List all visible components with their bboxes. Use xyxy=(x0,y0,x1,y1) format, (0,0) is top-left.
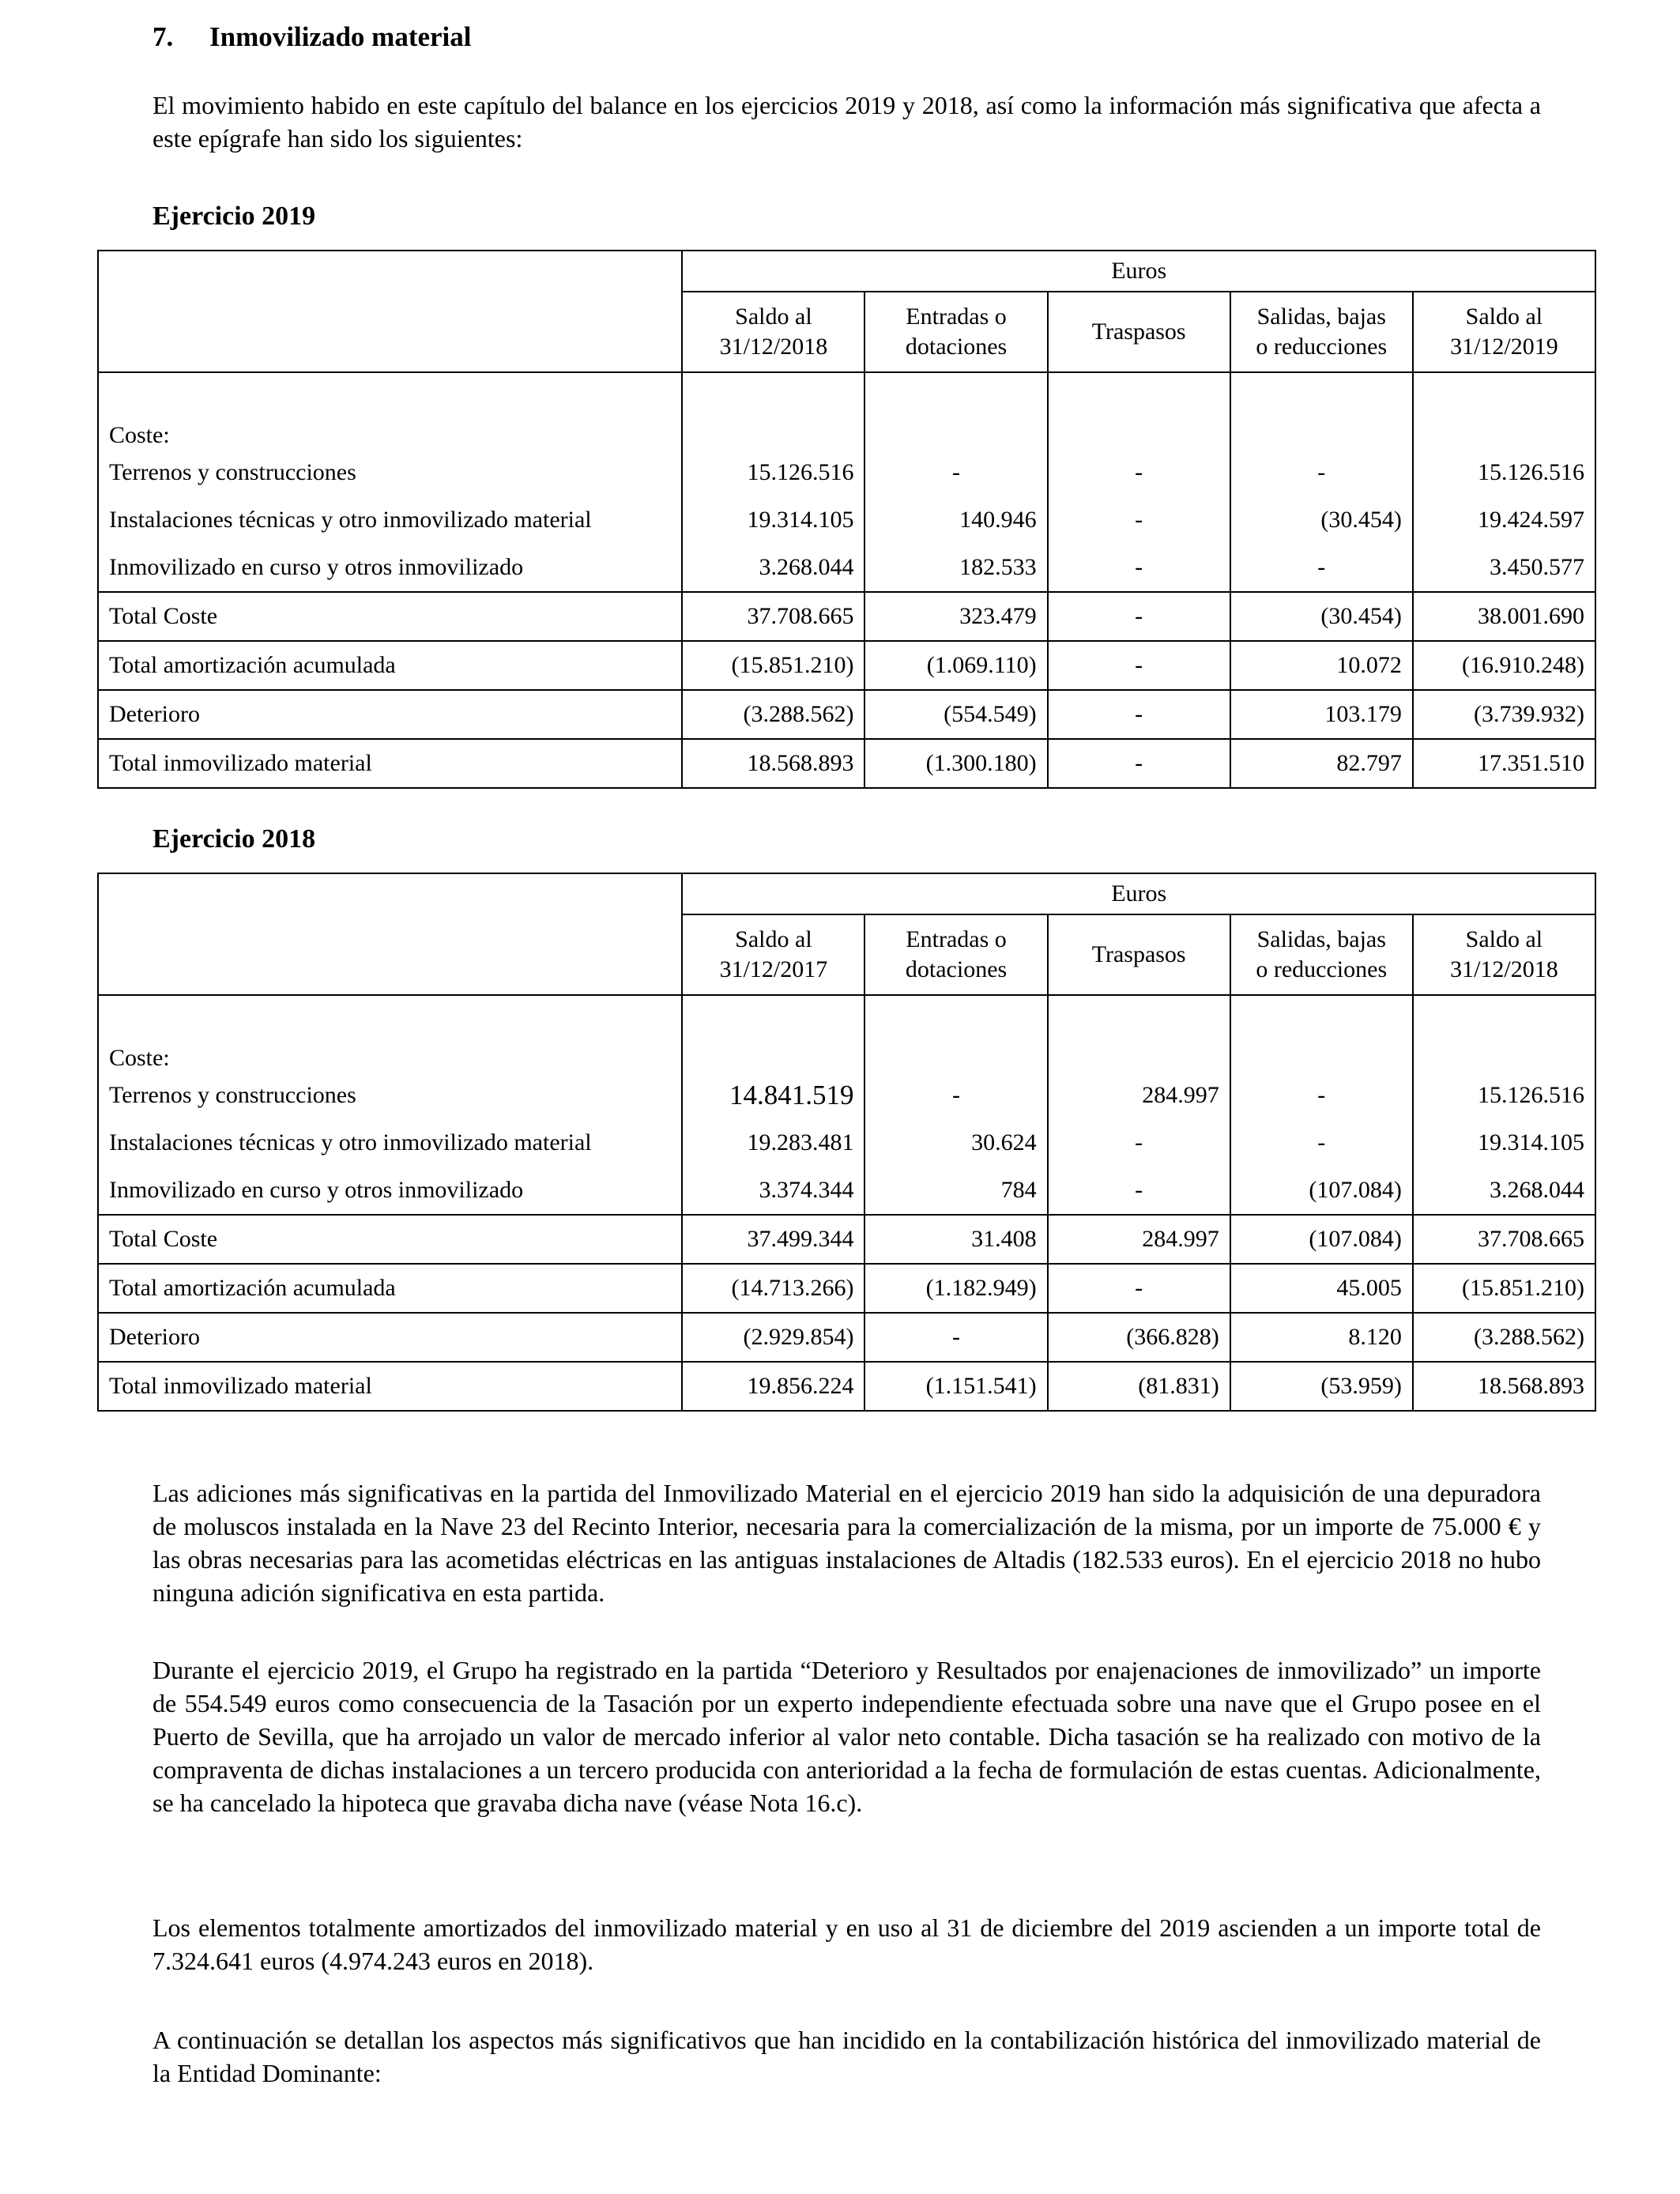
column-header: Traspasos xyxy=(1048,914,1230,995)
coste-row xyxy=(98,1037,1595,1072)
total-row xyxy=(98,690,1595,739)
cell-value: (14.713.266) xyxy=(682,1264,864,1313)
body-paragraph: A continuación se detallan los aspectos más significativos que han incidido en la contabilización histórica del inmovilizado material de la Entidad Dominante: xyxy=(153,2026,1541,2087)
cell-value: - xyxy=(864,449,1047,496)
cell-value: - xyxy=(1048,1119,1230,1167)
header-blank-cell xyxy=(98,873,682,995)
cell-value: - xyxy=(1230,1119,1413,1167)
total-row xyxy=(98,641,1595,690)
cell-value: - xyxy=(1048,690,1230,739)
cell-value: 15.126.516 xyxy=(682,449,864,496)
row-label: Total amortización acumulada xyxy=(98,1264,682,1313)
cell-value: 31.408 xyxy=(864,1215,1047,1264)
cell-value: 82.797 xyxy=(1230,739,1413,788)
cell-value: - xyxy=(1048,1264,1230,1313)
cell-value: 18.568.893 xyxy=(682,739,864,788)
cell-value: (554.549) xyxy=(864,690,1047,739)
cell-value: (1.151.541) xyxy=(864,1362,1047,1411)
cell-value: 38.001.690 xyxy=(1413,592,1595,641)
total-row xyxy=(98,739,1595,788)
cell-value: 103.179 xyxy=(1230,690,1413,739)
total-row xyxy=(98,1313,1595,1362)
cell-value: (81.831) xyxy=(1048,1362,1230,1411)
row-label: Inmovilizado en curso y otros inmovilizado xyxy=(98,1167,682,1215)
year-title-2018: Ejercicio 2018 xyxy=(153,824,316,854)
cell-value: (366.828) xyxy=(1048,1313,1230,1362)
cell-value: (3.288.562) xyxy=(682,690,864,739)
cell-value: (1.069.110) xyxy=(864,641,1047,690)
coste-row xyxy=(98,414,1595,449)
total-row xyxy=(98,592,1595,641)
column-header: Saldo al 31/12/2018 xyxy=(682,292,864,372)
cell-value: (3.288.562) xyxy=(1413,1313,1595,1362)
cell-value: - xyxy=(1048,592,1230,641)
table-row xyxy=(98,1167,1595,1215)
table-row xyxy=(98,544,1595,592)
column-header: Entradas o dotaciones xyxy=(864,914,1047,995)
body-paragraph: Durante el ejercicio 2019, el Grupo ha registrado en la partida “Deterioro y Resultados por enajenaciones de inmovilizado” un importe de 554.549 euros como consecuencia de la Tasación por un experto independiente efectuada sobre una nave que el Grupo posee en el Puerto de Sevilla, que ha arrojado un valor de mercado inferior al valor neto contable. Dicha tasación se ha realizado con motivo de la compraventa de dichas instalaciones a un tercero producida con anterioridad a la fecha de formulación de estas cuentas. Adicionalmente, se ha cancelado la hipoteca que gravaba dicha nave (véase Nota 16.c). xyxy=(153,1656,1541,1817)
cell-value: - xyxy=(1048,739,1230,788)
row-label: Instalaciones técnicas y otro inmovilizado material xyxy=(98,1119,682,1167)
cell-value: (2.929.854) xyxy=(682,1313,864,1362)
cell-value: 140.946 xyxy=(864,496,1047,544)
cell-value: 18.568.893 xyxy=(1413,1362,1595,1411)
cell-value: 14.841.519 xyxy=(682,1072,864,1119)
table-row xyxy=(98,449,1595,496)
cell-value: 37.499.344 xyxy=(682,1215,864,1264)
cell-value: 784 xyxy=(864,1167,1047,1215)
cell-value: 19.424.597 xyxy=(1413,496,1595,544)
cell-value: 19.314.105 xyxy=(682,496,864,544)
row-label: Coste: xyxy=(98,414,682,449)
section-title: Inmovilizado material xyxy=(209,21,472,52)
cell-value: (30.454) xyxy=(1230,592,1413,641)
section-number: 7. xyxy=(153,21,174,52)
row-label: Terrenos y construcciones xyxy=(98,449,682,496)
row-label: Total Coste xyxy=(98,1215,682,1264)
cell-value: - xyxy=(1048,496,1230,544)
cell-value: (30.454) xyxy=(1230,496,1413,544)
cell-value: 8.120 xyxy=(1230,1313,1413,1362)
cell-value: 3.268.044 xyxy=(1413,1167,1595,1215)
cell-value: 37.708.665 xyxy=(682,592,864,641)
body-paragraph: Las adiciones más significativas en la partida del Inmovilizado Material en el ejercicio 2019 han sido la adquisición de una depuradora de moluscos instalada en la Nave 23 del Recinto Interior, necesaria para la comercialización de la misma, por un importe de 75.000 € y las obras necesarias para las acometidas eléctricas en las antiguas instalaciones de Altadis (182.533 euros). En el ejercicio 2018 no hubo ninguna adición significativa en esta partida. xyxy=(153,1479,1541,1607)
cell-value: (16.910.248) xyxy=(1413,641,1595,690)
cell-value: (1.182.949) xyxy=(864,1264,1047,1313)
total-row xyxy=(98,1362,1595,1411)
row-label: Deterioro xyxy=(98,1313,682,1362)
cell-value: 3.268.044 xyxy=(682,544,864,592)
table-row xyxy=(98,1119,1595,1167)
cell-value: 3.374.344 xyxy=(682,1167,864,1215)
cell-value: (107.084) xyxy=(1230,1167,1413,1215)
cell-value: 17.351.510 xyxy=(1413,739,1595,788)
column-header: Salidas, bajas o reducciones xyxy=(1230,914,1413,995)
cell-value: 323.479 xyxy=(864,592,1047,641)
cell-value: 3.450.577 xyxy=(1413,544,1595,592)
year-title-2019: Ejercicio 2019 xyxy=(153,202,316,231)
cell-value: - xyxy=(1048,544,1230,592)
table-2019 xyxy=(97,250,1596,789)
cell-value: 15.126.516 xyxy=(1413,449,1595,496)
currency-header: Euros xyxy=(682,873,1595,914)
cell-value: 19.856.224 xyxy=(682,1362,864,1411)
column-header: Salidas, bajas o reducciones xyxy=(1230,292,1413,372)
cell-value: 37.708.665 xyxy=(1413,1215,1595,1264)
cell-value: 19.314.105 xyxy=(1413,1119,1595,1167)
cell-value: 45.005 xyxy=(1230,1264,1413,1313)
cell-value: (15.851.210) xyxy=(682,641,864,690)
table-2018 xyxy=(97,873,1596,1412)
cell-value: - xyxy=(1048,449,1230,496)
row-label: Total Coste xyxy=(98,592,682,641)
cell-value: - xyxy=(864,1313,1047,1362)
total-row xyxy=(98,1264,1595,1313)
cell-value: - xyxy=(1048,641,1230,690)
row-label: Inmovilizado en curso y otros inmovilizado xyxy=(98,544,682,592)
section-heading xyxy=(153,19,472,55)
header-blank-cell xyxy=(98,251,682,372)
cell-value: - xyxy=(1230,544,1413,592)
cell-value: 284.997 xyxy=(1048,1215,1230,1264)
column-header: Saldo al 31/12/2018 xyxy=(1413,914,1595,995)
cell-value: - xyxy=(1048,1167,1230,1215)
cell-value: 284.997 xyxy=(1048,1072,1230,1119)
row-label: Total amortización acumulada xyxy=(98,641,682,690)
cell-value: (1.300.180) xyxy=(864,739,1047,788)
spacer-row xyxy=(98,995,1595,1037)
column-header: Entradas o dotaciones xyxy=(864,292,1047,372)
cell-value: 10.072 xyxy=(1230,641,1413,690)
row-label: Instalaciones técnicas y otro inmovilizado material xyxy=(98,496,682,544)
cell-value: (53.959) xyxy=(1230,1362,1413,1411)
intro-paragraph: El movimiento habido en este capítulo del balance en los ejercicios 2019 y 2018, así como la información más significativa que afecta a este epígrafe han sido los siguientes: xyxy=(153,91,1541,153)
column-header: Traspasos xyxy=(1048,292,1230,372)
cell-value: 15.126.516 xyxy=(1413,1072,1595,1119)
row-label: Coste: xyxy=(98,1037,682,1072)
spacer-row xyxy=(98,372,1595,414)
table-row xyxy=(98,496,1595,544)
row-label: Deterioro xyxy=(98,690,682,739)
body-paragraph: Los elementos totalmente amortizados del inmovilizado material y en uso al 31 de diciembre del 2019 ascienden a un importe total de 7.324.641 euros (4.974.243 euros en 2018). xyxy=(153,1913,1541,1975)
cell-value: - xyxy=(1230,1072,1413,1119)
row-label: Total inmovilizado material xyxy=(98,1362,682,1411)
row-label: Terrenos y construcciones xyxy=(98,1072,682,1119)
cell-value: 19.283.481 xyxy=(682,1119,864,1167)
cell-value: (107.084) xyxy=(1230,1215,1413,1264)
cell-value: (15.851.210) xyxy=(1413,1264,1595,1313)
total-row xyxy=(98,1215,1595,1264)
column-header: Saldo al 31/12/2019 xyxy=(1413,292,1595,372)
currency-header: Euros xyxy=(682,251,1595,292)
cell-value: (3.739.932) xyxy=(1413,690,1595,739)
cell-value: 30.624 xyxy=(864,1119,1047,1167)
column-header: Saldo al 31/12/2017 xyxy=(682,914,864,995)
cell-value: - xyxy=(864,1072,1047,1119)
cell-value: 182.533 xyxy=(864,544,1047,592)
row-label: Total inmovilizado material xyxy=(98,739,682,788)
cell-value: - xyxy=(1230,449,1413,496)
table-row xyxy=(98,1072,1595,1119)
